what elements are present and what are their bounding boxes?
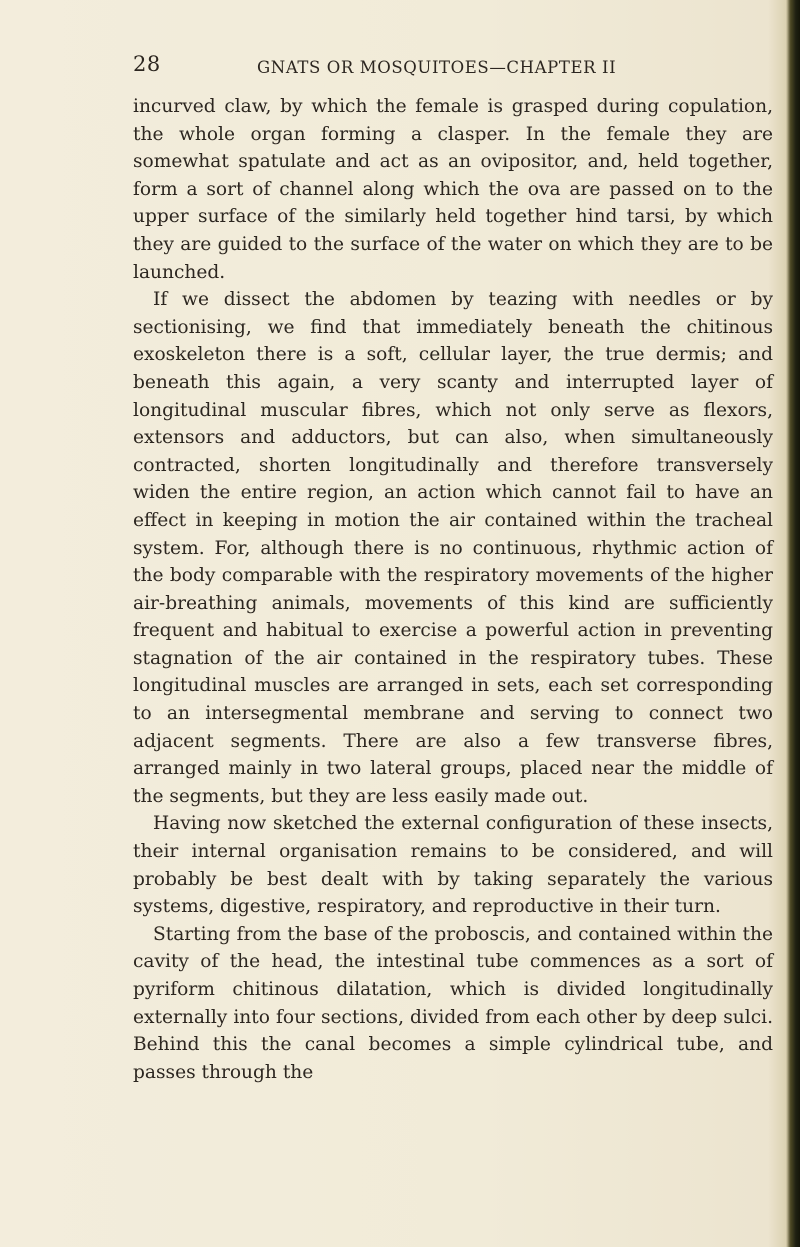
running-title: GNATS OR MOSQUITOES—CHAPTER II	[257, 58, 617, 77]
book-binding-edge	[786, 0, 800, 1247]
running-header	[133, 52, 773, 82]
paragraph-abdomen-dissection: If we dissect the abdomen by teazing with needles or by sectionising, we find that immediately beneath the chitinous exoskeleton there is a soft, cellular layer, the true dermis; and beneath this again, a very scanty and interrupted layer of longitudinal muscular fibres, which not only serve as flexors, extensors and adductors, but can also, when simultaneously contracted, shorten longitudinally and therefore transversely widen the entire region, an action which cannot fail to have an effect in keeping in motion the air contained within the tracheal system. For, although there is no continuous, rhythmic action of the body comparable with the respiratory movements of the higher air-breathing animals, movements of this kind are sufficiently frequent and habitual to exercise a powerful action in preventing stagnation of the air contained in the respiratory tubes. These longitudinal muscles are arranged in sets, each set corresponding to an intersegmental membrane and serving to connect two adjacent segments. There are also a few transverse fibres, arranged mainly in two lateral groups, placed near the middle of the segments, but they are less easily made out.	[133, 289, 773, 807]
paragraph-intestinal-tube: Starting from the base of the proboscis, and contained within the cavity of the head, the intestinal tube commences as a sort of pyriform chitinous dilatation, which is divided longitudinally externally into four sections, divided from each other by deep sulci. Behind this the canal becomes a simple cylindrical tube, and passes through the	[133, 923, 773, 1083]
body-text	[133, 93, 773, 1086]
paragraph-internal-organisation: Having now sketched the external configuration of these insects, their internal organisation remains to be considered, and will probably be best dealt with by taking separately the various systems, digestive, respiratory, and reproductive in their turn.	[133, 813, 773, 918]
page-number: 28	[133, 52, 161, 76]
paragraph-continued: incurved claw, by which the female is grasped during copulation, the whole organ forming a clasper. In the female they are somewhat spatulate and act as an ovipositor, and, held together, form a sort of channel along which the ova are passed on to the upper surface of the similarly held together hind tarsi, by which they are guided to the surface of the water on which they are to be launched.	[133, 96, 773, 283]
